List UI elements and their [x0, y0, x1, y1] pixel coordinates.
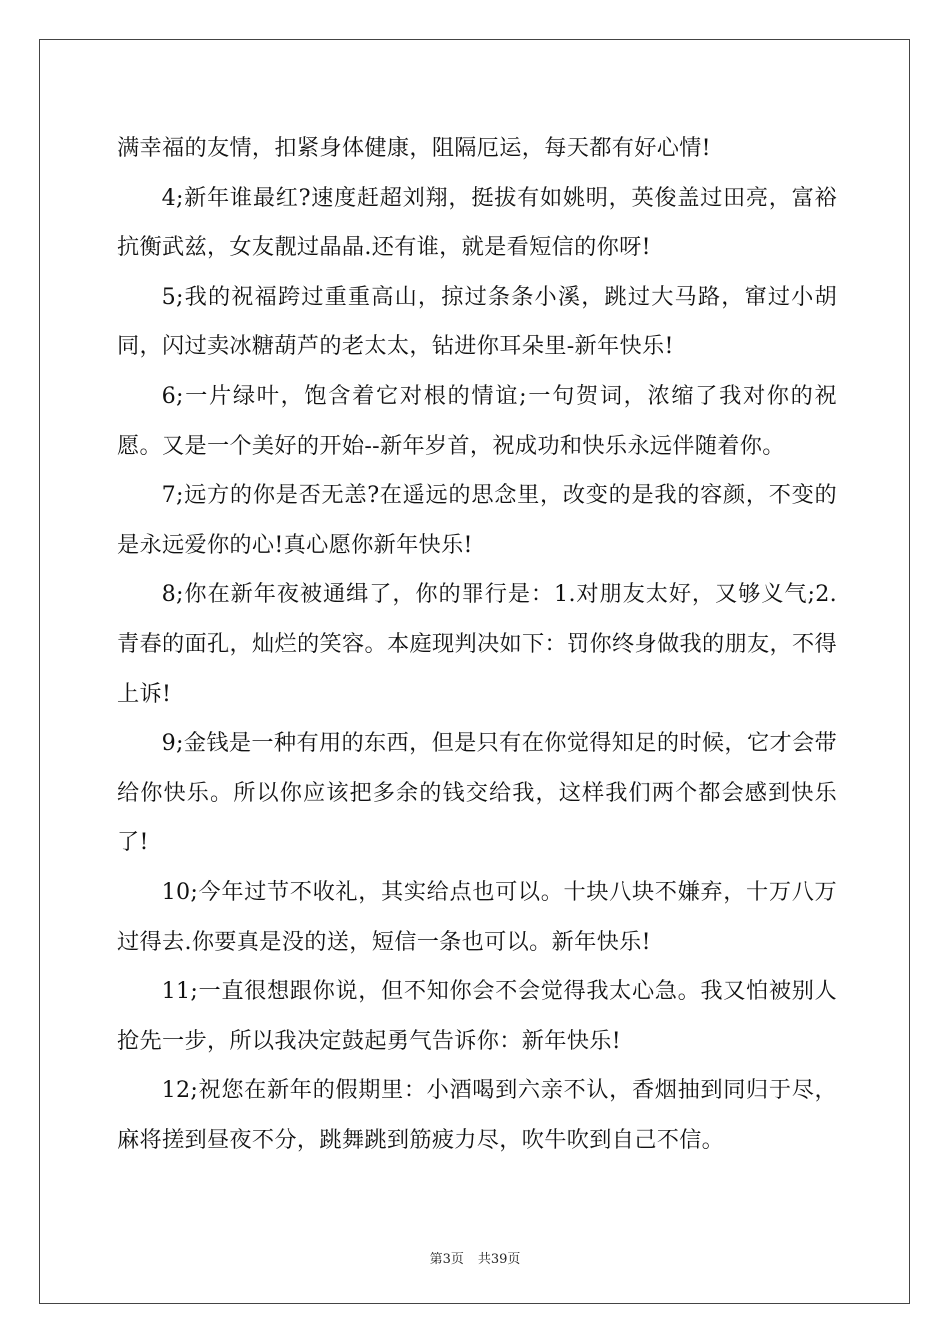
page-number: 第3页 [429, 1252, 464, 1267]
paragraph: 11;一直很想跟你说，但不知你会不会觉得我太心急。我又怕被别人抢先一步，所以我决定鼓起勇气告诉你：新年快乐! [117, 978, 837, 1054]
paragraph: 6;一片绿叶，饱含着它对根的情谊;一句贺词，浓缩了我对你的祝愿。又是一个美好的开始--新年岁首，祝成功和快乐永远伴随着你。 [117, 382, 837, 459]
paragraph: 5;我的祝福跨过重重高山，掠过条条小溪，跳过大马路，窜过小胡同，闪过卖冰糖葫芦的老太太，钻进你耳朵里-新年快乐! [117, 283, 837, 360]
paragraph: 12;祝您在新年的假期里：小酒喝到六亲不认，香烟抽到同归于尽，麻将搓到昼夜不分，跳舞跳到筋疲力尽，吹牛吹到自己不信。 [117, 1077, 837, 1153]
paragraph: 9;金钱是一种有用的东西，但是只有在你觉得知足的时候，它才会带给你快乐。所以你应该把多余的钱交给我，这样我们两个都会感到快乐了! [117, 730, 837, 856]
paragraph: 4;新年谁最红?速度赶超刘翔，挺拔有如姚明，英俊盖过田亮，富裕抗衡武兹，女友靓过晶晶.还有谁，就是看短信的你呀! [117, 184, 837, 261]
paragraph: 满幸福的友情，扣紧身体健康，阻隔厄运，每天都有好心情! [117, 135, 711, 161]
page-total: 共39页 [477, 1252, 521, 1267]
paragraph: 7;远方的你是否无恙?在遥远的思念里，改变的是我的容颜，不变的是永远爱你的心!真心愿你新年快乐! [117, 482, 837, 558]
document-body [117, 124, 837, 1165]
paragraph: 8;你在新年夜被通缉了，你的罪行是：1.对朋友太好，又够义气;2.青春的面孔，灿烂的笑容。本庭现判决如下：罚你终身做我的朋友，不得上诉! [117, 581, 837, 707]
page-footer [0, 1248, 950, 1267]
paragraph: 10;今年过节不收礼，其实给点也可以。十块八块不嫌弃，十万八万过得去.你要真是没的送，短信一条也可以。新年快乐! [117, 878, 837, 955]
